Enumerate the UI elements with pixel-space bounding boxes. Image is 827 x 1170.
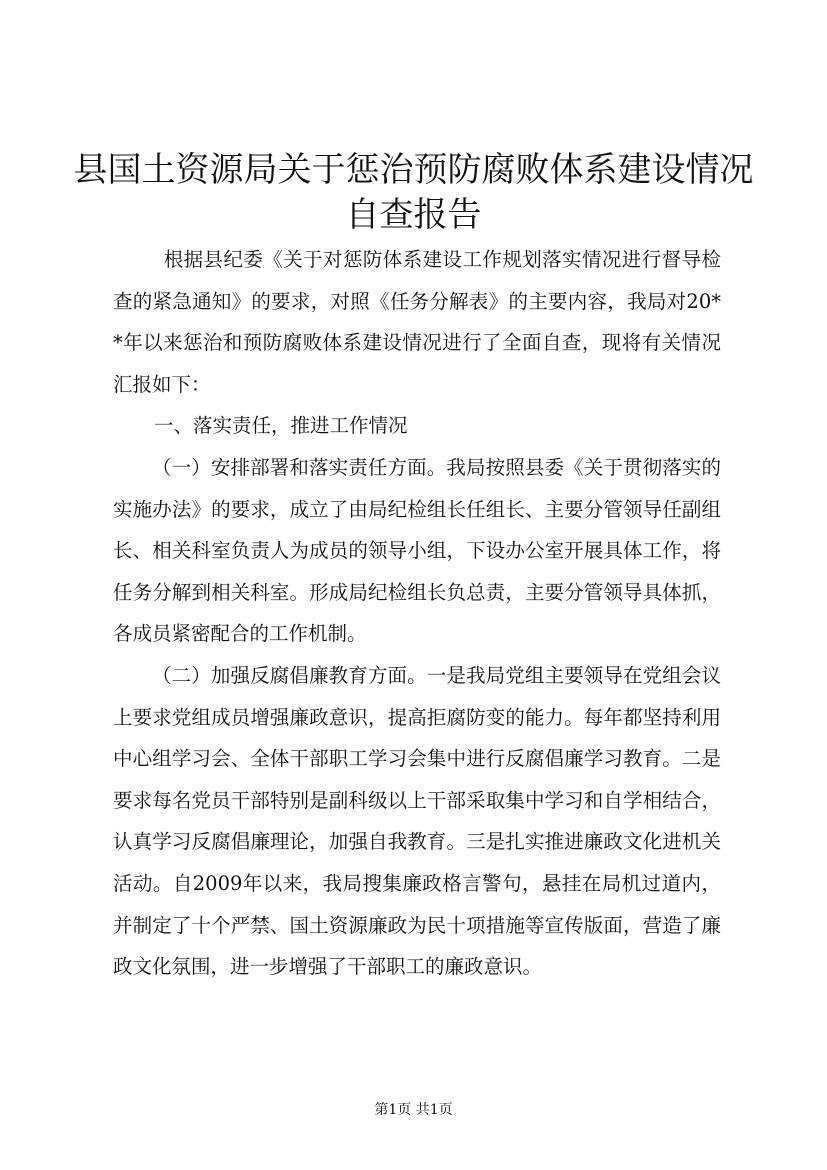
- body-paragraph-2: （二）加强反腐倡廉教育方面。一是我局党组主要领导在党组会议上要求党组成员增强廉政意识，提高拒腐防变的能力。每年都坚持利用中心组学习会、全体干部职工学习会集中进行反腐倡廉学习教育。二是要求每名党员干部特别是副科级以上干部采取集中学习和自学相结合，认真学习反腐倡廉理论，加强自我教育。三是扎实推进廉政文化进机关活动。自2009年以来，我局搜集廉政格言警句，悬挂在局机过道内，并制定了十个严禁、国土资源廉政为民十项措施等宣传版面，营造了廉政文化氛围，进一步增强了干部职工的廉政意识。: [113, 663, 721, 979]
- intro-paragraph: 根据县纪委《关于对惩防体系建设工作规划落实情况进行督导检查的紧急通知》的要求，对照《任务分解表》的主要内容，我局对20**年以来惩治和预防腐败体系建设情况进行了全面自查，现将有关情况汇报如下：: [113, 248, 721, 396]
- document-title-line-1: 县国土资源局关于惩治预防腐败体系建设情况: [73, 150, 754, 190]
- document-body: [113, 239, 721, 988]
- page-footer: 第1页 共1页: [374, 1102, 453, 1118]
- document-title-line-2: 自查报告: [345, 195, 482, 235]
- section-heading: 一、落实责任，推进工作情况: [153, 414, 408, 438]
- body-paragraph-1: （一）安排部署和落实责任方面。我局按照县委《关于贯彻落实的实施办法》的要求，成立了由局纪检组长任组长、主要分管领导任副组长、相关科室负责人为成员的领导小组，下设办公室开展具体工作，将任务分解到相关科室。形成局纪检组长负总责，主要分管领导具体抓，各成员紧密配合的工作机制。: [113, 455, 721, 646]
